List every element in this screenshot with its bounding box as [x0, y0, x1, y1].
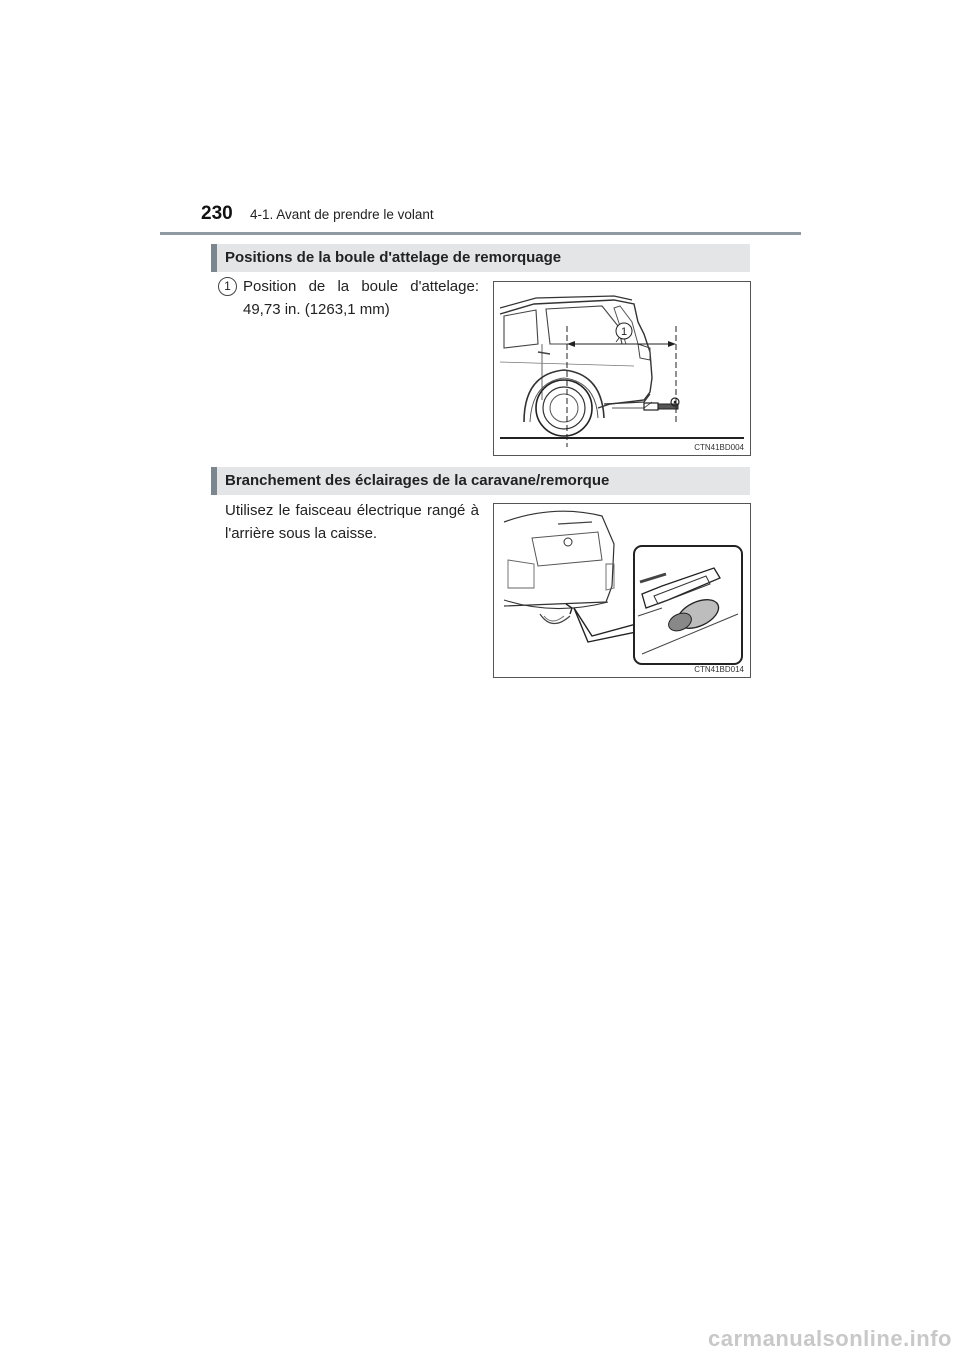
hitch-ball-position-text: [243, 275, 479, 321]
section-heading-text: Branchement des éclairages de la caravane/remorque: [225, 472, 610, 489]
running-header: 4-1. Avant de prendre le volant: [250, 207, 434, 222]
section-heading-trailer-lights: [211, 467, 750, 495]
vehicle-rear-side-illustration: [494, 282, 750, 455]
page-number: 230: [201, 203, 233, 224]
step-number-badge: 1: [218, 277, 237, 296]
trailer-connector-illustration: [494, 504, 750, 677]
header-rule: [160, 232, 801, 235]
section-heading-hitch-ball: [211, 244, 750, 272]
figure-code: CTN41BD004: [694, 443, 744, 452]
hitch-ball-position-line1: Position de la boule d'attelage:: [243, 278, 479, 295]
watermark: carmanualsonline.info: [708, 1326, 952, 1351]
trailer-lights-text: Utilisez le faisceau électrique rangé à l'arrière sous la caisse.: [225, 502, 479, 542]
figure-trailer-wiring-connector: [493, 503, 751, 678]
figure-callout-number: 1: [620, 326, 628, 338]
hitch-ball-position-line2: 49,73 in. (1263,1 mm): [243, 301, 390, 318]
section-heading-text: Positions de la boule d'attelage de remorquage: [225, 249, 562, 266]
figure-code: CTN41BD014: [694, 665, 744, 674]
figure-hitch-ball-position: [493, 281, 751, 456]
